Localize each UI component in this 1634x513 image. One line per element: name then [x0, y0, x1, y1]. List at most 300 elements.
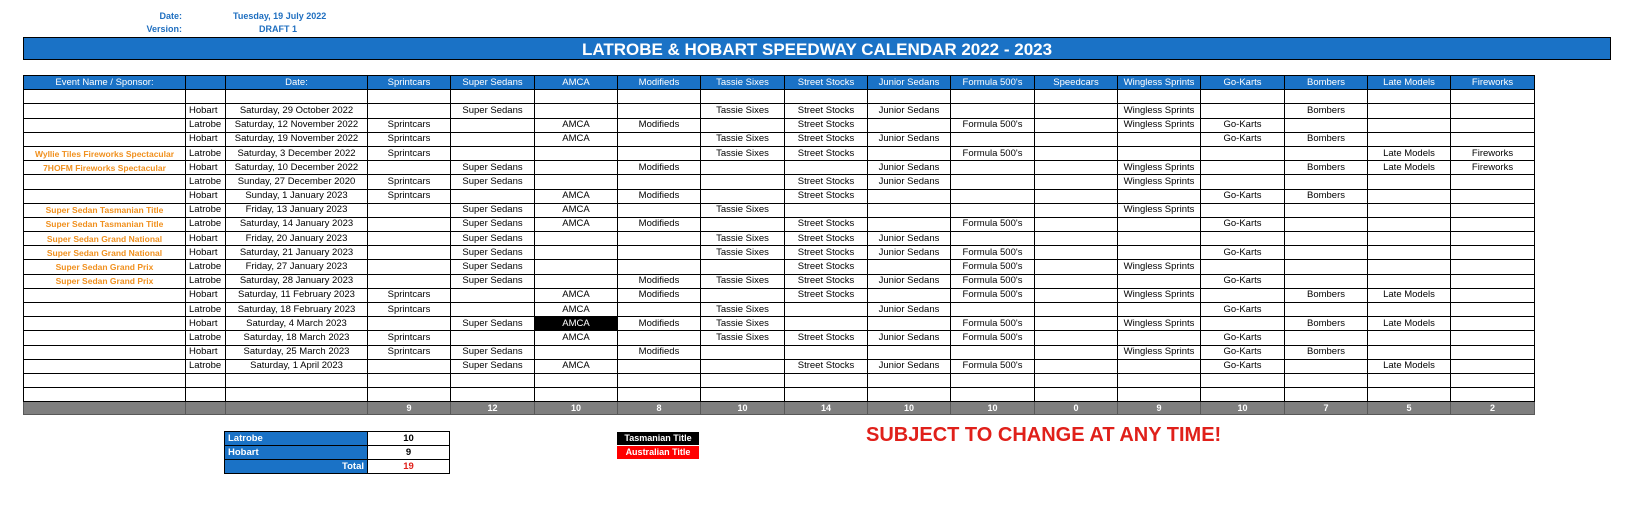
class-cell — [1368, 303, 1451, 317]
class-cell — [1451, 132, 1535, 146]
class-cell: Sprintcars — [368, 175, 451, 189]
class-cell — [1201, 104, 1285, 118]
class-cell — [535, 161, 618, 175]
class-cell — [868, 317, 951, 331]
event-row — [24, 90, 1535, 104]
class-cell: Modifieds — [618, 345, 701, 359]
class-cell — [1285, 388, 1368, 402]
class-cell: Super Sedans — [451, 345, 535, 359]
event-name: Super Sedan Grand National — [24, 246, 186, 260]
venue: Latrobe — [186, 118, 226, 132]
class-cell — [1368, 246, 1451, 260]
class-cell: Street Stocks — [785, 118, 868, 132]
class-cell — [701, 345, 785, 359]
class-total: 10 — [1201, 402, 1285, 415]
version-value: DRAFT 1 — [259, 24, 297, 34]
event-date — [226, 373, 368, 387]
class-cell — [1201, 317, 1285, 331]
event-row — [24, 288, 1535, 302]
class-cell: Formula 500's — [951, 274, 1035, 288]
event-date: Saturday, 4 March 2023 — [226, 317, 368, 331]
class-total: 9 — [368, 402, 451, 415]
column-header: Super Sedans — [451, 76, 535, 90]
class-cell — [1285, 118, 1368, 132]
venue: Hobart — [186, 132, 226, 146]
class-cell: AMCA — [535, 132, 618, 146]
venue — [186, 90, 226, 104]
class-cell: Super Sedans — [451, 217, 535, 231]
class-cell — [1285, 232, 1368, 246]
class-cell: Go-Karts — [1201, 217, 1285, 231]
event-date: Saturday, 28 January 2023 — [226, 274, 368, 288]
class-cell — [1368, 274, 1451, 288]
class-cell: Modifieds — [618, 217, 701, 231]
class-cell — [1451, 331, 1535, 345]
total-count: 19 — [368, 460, 450, 474]
class-cell: Late Models — [1368, 359, 1451, 373]
class-cell — [1368, 260, 1451, 274]
class-cell — [368, 317, 451, 331]
class-cell: Super Sedans — [451, 246, 535, 260]
class-cell — [951, 388, 1035, 402]
totals-row — [24, 402, 1535, 415]
venue: Hobart — [186, 288, 226, 302]
class-cell: Modifieds — [618, 317, 701, 331]
class-cell: AMCA — [535, 288, 618, 302]
class-cell — [1368, 189, 1451, 203]
venue — [186, 373, 226, 387]
venue — [186, 388, 226, 402]
class-cell — [618, 303, 701, 317]
class-cell — [1451, 303, 1535, 317]
class-cell: Junior Sedans — [868, 161, 951, 175]
class-cell: Formula 500's — [951, 217, 1035, 231]
event-name: Wyllie Tiles Fireworks Spectacular — [24, 146, 186, 160]
class-cell: Wingless Sprints — [1118, 118, 1201, 132]
event-row — [24, 217, 1535, 231]
class-cell — [1451, 203, 1535, 217]
class-cell — [618, 203, 701, 217]
class-cell — [618, 175, 701, 189]
class-cell — [535, 232, 618, 246]
class-cell: Wingless Sprints — [1118, 104, 1201, 118]
event-row — [24, 317, 1535, 331]
class-cell — [451, 132, 535, 146]
event-name: Super Sedan Tasmanian Title — [24, 217, 186, 231]
class-cell — [451, 288, 535, 302]
event-name — [24, 345, 186, 359]
venue: Hobart — [186, 189, 226, 203]
class-cell — [368, 274, 451, 288]
event-date: Saturday, 10 December 2022 — [226, 161, 368, 175]
class-cell — [868, 118, 951, 132]
class-cell — [451, 90, 535, 104]
event-name — [24, 132, 186, 146]
class-cell — [368, 161, 451, 175]
class-cell: Bombers — [1285, 317, 1368, 331]
class-cell — [868, 203, 951, 217]
class-cell: Formula 500's — [951, 260, 1035, 274]
class-cell — [1035, 175, 1118, 189]
class-cell — [868, 345, 951, 359]
class-cell: Late Models — [1368, 288, 1451, 302]
class-cell — [701, 260, 785, 274]
header-row — [24, 76, 1535, 90]
column-header: Date: — [226, 76, 368, 90]
class-cell — [951, 189, 1035, 203]
event-name — [24, 388, 186, 402]
class-cell — [1035, 189, 1118, 203]
calendar-table — [23, 75, 1535, 415]
class-cell — [1451, 246, 1535, 260]
class-cell — [1285, 274, 1368, 288]
event-row — [24, 246, 1535, 260]
class-cell: Fireworks — [1451, 161, 1535, 175]
event-row — [24, 274, 1535, 288]
event-date: Saturday, 21 January 2023 — [226, 246, 368, 260]
event-date: Saturday, 14 January 2023 — [226, 217, 368, 231]
class-cell: Go-Karts — [1201, 189, 1285, 203]
class-cell: Sprintcars — [368, 118, 451, 132]
class-cell — [1035, 232, 1118, 246]
class-cell — [368, 90, 451, 104]
column-header: Event Name / Sponsor: — [24, 76, 186, 90]
venue-count: 9 — [368, 446, 450, 460]
class-cell — [951, 345, 1035, 359]
class-cell: Tassie Sixes — [701, 246, 785, 260]
class-cell — [1035, 359, 1118, 373]
class-cell: AMCA — [535, 118, 618, 132]
class-cell — [1201, 161, 1285, 175]
event-date: Saturday, 12 November 2022 — [226, 118, 368, 132]
event-name — [24, 189, 186, 203]
class-cell: Bombers — [1285, 345, 1368, 359]
class-cell: Sprintcars — [368, 132, 451, 146]
class-cell — [1451, 317, 1535, 331]
venue: Latrobe — [186, 260, 226, 274]
class-total: 10 — [951, 402, 1035, 415]
class-cell — [1451, 189, 1535, 203]
class-cell — [1451, 232, 1535, 246]
event-name — [24, 118, 186, 132]
class-cell: Wingless Sprints — [1118, 161, 1201, 175]
class-cell — [1368, 90, 1451, 104]
class-cell — [1368, 331, 1451, 345]
class-cell: Super Sedans — [451, 232, 535, 246]
event-name: Super Sedan Grand National — [24, 232, 186, 246]
class-cell — [368, 104, 451, 118]
class-cell — [535, 104, 618, 118]
class-cell — [785, 303, 868, 317]
class-cell — [618, 104, 701, 118]
class-cell: Super Sedans — [451, 260, 535, 274]
class-cell — [1118, 331, 1201, 345]
event-date: Saturday, 25 March 2023 — [226, 345, 368, 359]
class-cell — [368, 359, 451, 373]
class-cell — [535, 246, 618, 260]
class-cell: AMCA — [535, 217, 618, 231]
class-cell — [868, 146, 951, 160]
class-cell — [1201, 90, 1285, 104]
class-cell — [868, 288, 951, 302]
class-cell — [785, 345, 868, 359]
class-cell: Go-Karts — [1201, 118, 1285, 132]
class-cell: Super Sedans — [451, 104, 535, 118]
legend-tasmanian-title: Tasmanian Title — [617, 432, 699, 445]
class-cell — [1368, 118, 1451, 132]
class-cell — [1118, 388, 1201, 402]
event-name — [24, 104, 186, 118]
class-cell: Street Stocks — [785, 331, 868, 345]
class-cell: Street Stocks — [785, 146, 868, 160]
class-cell — [1368, 345, 1451, 359]
class-cell: Street Stocks — [785, 260, 868, 274]
venue: Latrobe — [186, 146, 226, 160]
class-cell: Go-Karts — [1201, 132, 1285, 146]
class-cell: Junior Sedans — [868, 274, 951, 288]
class-cell — [701, 161, 785, 175]
class-total: 0 — [1035, 402, 1118, 415]
class-cell — [1201, 260, 1285, 274]
class-cell — [951, 232, 1035, 246]
class-cell — [1035, 90, 1118, 104]
venue-row-hobart — [225, 446, 450, 460]
class-cell — [1118, 232, 1201, 246]
event-date: Friday, 20 January 2023 — [226, 232, 368, 246]
class-cell — [1451, 288, 1535, 302]
class-cell — [1285, 359, 1368, 373]
class-cell — [535, 146, 618, 160]
class-cell — [1118, 373, 1201, 387]
event-row — [24, 189, 1535, 203]
venue: Latrobe — [186, 359, 226, 373]
venue: Hobart — [186, 345, 226, 359]
event-date: Friday, 27 January 2023 — [226, 260, 368, 274]
column-header: Tassie Sixes — [701, 76, 785, 90]
class-cell: AMCA — [535, 317, 618, 331]
version-label: Version: — [146, 24, 182, 34]
class-total: 9 — [1118, 402, 1201, 415]
class-cell — [1368, 217, 1451, 231]
venue: Latrobe — [186, 217, 226, 231]
class-cell: Go-Karts — [1201, 359, 1285, 373]
class-cell — [1368, 232, 1451, 246]
subject-to-change-notice: SUBJECT TO CHANGE AT ANY TIME! — [866, 424, 1222, 446]
class-cell — [1368, 132, 1451, 146]
class-cell — [618, 246, 701, 260]
class-cell: Modifieds — [618, 189, 701, 203]
venue-count: 10 — [368, 432, 450, 446]
event-date: Sunday, 1 January 2023 — [226, 189, 368, 203]
event-name — [24, 359, 186, 373]
class-cell: Super Sedans — [451, 317, 535, 331]
class-cell — [1285, 246, 1368, 260]
date-label: Date: — [159, 11, 182, 21]
class-cell: Sprintcars — [368, 303, 451, 317]
class-cell: Street Stocks — [785, 104, 868, 118]
class-cell: Wingless Sprints — [1118, 317, 1201, 331]
class-cell: Super Sedans — [451, 203, 535, 217]
class-cell — [1035, 331, 1118, 345]
event-row — [24, 104, 1535, 118]
class-cell — [1451, 104, 1535, 118]
column-header — [186, 76, 226, 90]
class-cell: Super Sedans — [451, 359, 535, 373]
class-cell: Bombers — [1285, 288, 1368, 302]
class-total: 12 — [451, 402, 535, 415]
class-cell: Late Models — [1368, 146, 1451, 160]
class-cell: Bombers — [1285, 104, 1368, 118]
event-row — [24, 331, 1535, 345]
class-cell — [1035, 161, 1118, 175]
class-cell: Street Stocks — [785, 246, 868, 260]
class-cell — [1201, 373, 1285, 387]
class-cell: Go-Karts — [1201, 303, 1285, 317]
event-date: Saturday, 18 March 2023 — [226, 331, 368, 345]
class-cell: Go-Karts — [1201, 331, 1285, 345]
class-cell: Junior Sedans — [868, 104, 951, 118]
class-cell — [951, 373, 1035, 387]
class-total: 10 — [535, 402, 618, 415]
class-cell — [451, 388, 535, 402]
class-cell — [1285, 146, 1368, 160]
class-cell — [368, 373, 451, 387]
class-cell — [1285, 203, 1368, 217]
class-cell — [701, 189, 785, 203]
class-cell: Go-Karts — [1201, 246, 1285, 260]
class-cell: Tassie Sixes — [701, 203, 785, 217]
class-cell: Modifieds — [618, 161, 701, 175]
class-cell: Bombers — [1285, 189, 1368, 203]
class-cell — [1035, 345, 1118, 359]
class-cell: Bombers — [1285, 132, 1368, 146]
class-cell — [701, 288, 785, 302]
event-date — [226, 388, 368, 402]
class-cell — [618, 146, 701, 160]
class-cell — [535, 345, 618, 359]
class-cell: AMCA — [535, 189, 618, 203]
class-cell: Tassie Sixes — [701, 132, 785, 146]
class-cell: Street Stocks — [785, 232, 868, 246]
column-header: Speedcars — [1035, 76, 1118, 90]
class-cell — [868, 189, 951, 203]
column-header: Go-Karts — [1201, 76, 1285, 90]
class-cell — [701, 175, 785, 189]
event-row — [24, 359, 1535, 373]
class-cell: Tassie Sixes — [701, 274, 785, 288]
event-date: Saturday, 3 December 2022 — [226, 146, 368, 160]
event-row — [24, 175, 1535, 189]
class-cell — [1285, 373, 1368, 387]
class-cell — [1118, 146, 1201, 160]
class-cell — [1368, 203, 1451, 217]
class-cell — [1285, 175, 1368, 189]
class-cell — [618, 260, 701, 274]
class-cell — [1201, 175, 1285, 189]
class-cell — [1035, 288, 1118, 302]
class-cell: Tassie Sixes — [701, 232, 785, 246]
class-cell: Sprintcars — [368, 345, 451, 359]
class-cell: Late Models — [1368, 161, 1451, 175]
venue: Hobart — [186, 246, 226, 260]
class-cell — [1035, 317, 1118, 331]
class-cell — [535, 274, 618, 288]
class-cell: Formula 500's — [951, 146, 1035, 160]
class-cell — [868, 90, 951, 104]
class-cell — [1035, 104, 1118, 118]
event-name — [24, 303, 186, 317]
class-cell — [1035, 303, 1118, 317]
class-cell — [1368, 104, 1451, 118]
venue: Latrobe — [186, 175, 226, 189]
class-cell: Modifieds — [618, 274, 701, 288]
class-cell — [618, 359, 701, 373]
class-cell — [1451, 345, 1535, 359]
event-name: 7HOFM Fireworks Spectacular — [24, 161, 186, 175]
class-cell — [1368, 373, 1451, 387]
class-cell — [951, 104, 1035, 118]
class-cell: AMCA — [535, 359, 618, 373]
class-cell: Wingless Sprints — [1118, 260, 1201, 274]
class-cell — [368, 217, 451, 231]
class-cell — [868, 217, 951, 231]
class-cell: Go-Karts — [1201, 274, 1285, 288]
class-cell — [1035, 373, 1118, 387]
event-row — [24, 260, 1535, 274]
class-cell: AMCA — [535, 331, 618, 345]
class-cell: AMCA — [535, 303, 618, 317]
event-name: Super Sedan Tasmanian Title — [24, 203, 186, 217]
class-cell — [1285, 331, 1368, 345]
class-cell — [1285, 217, 1368, 231]
class-cell — [1118, 303, 1201, 317]
event-name: Super Sedan Grand Prix — [24, 274, 186, 288]
class-cell — [451, 373, 535, 387]
class-cell: Sprintcars — [368, 146, 451, 160]
class-total: 10 — [701, 402, 785, 415]
class-cell: Wingless Sprints — [1118, 203, 1201, 217]
class-total: 7 — [1285, 402, 1368, 415]
class-cell: Street Stocks — [785, 274, 868, 288]
event-date: Saturday, 18 February 2023 — [226, 303, 368, 317]
class-cell: Tassie Sixes — [701, 331, 785, 345]
class-cell — [451, 303, 535, 317]
class-cell: Junior Sedans — [868, 359, 951, 373]
event-date: Friday, 13 January 2023 — [226, 203, 368, 217]
class-cell — [1035, 260, 1118, 274]
class-cell — [785, 90, 868, 104]
class-cell: Formula 500's — [951, 331, 1035, 345]
event-name — [24, 317, 186, 331]
class-cell — [1035, 132, 1118, 146]
class-total — [24, 402, 186, 415]
class-cell — [618, 90, 701, 104]
event-name — [24, 175, 186, 189]
class-cell — [368, 203, 451, 217]
class-total — [226, 402, 368, 415]
venue-row-total — [225, 460, 450, 474]
venue: Latrobe — [186, 203, 226, 217]
class-cell: Street Stocks — [785, 217, 868, 231]
class-cell — [1035, 146, 1118, 160]
class-cell — [368, 246, 451, 260]
class-cell — [451, 146, 535, 160]
class-cell — [1118, 90, 1201, 104]
class-cell: Tassie Sixes — [701, 104, 785, 118]
class-total: 8 — [618, 402, 701, 415]
class-cell — [1035, 274, 1118, 288]
class-cell: Junior Sedans — [868, 331, 951, 345]
